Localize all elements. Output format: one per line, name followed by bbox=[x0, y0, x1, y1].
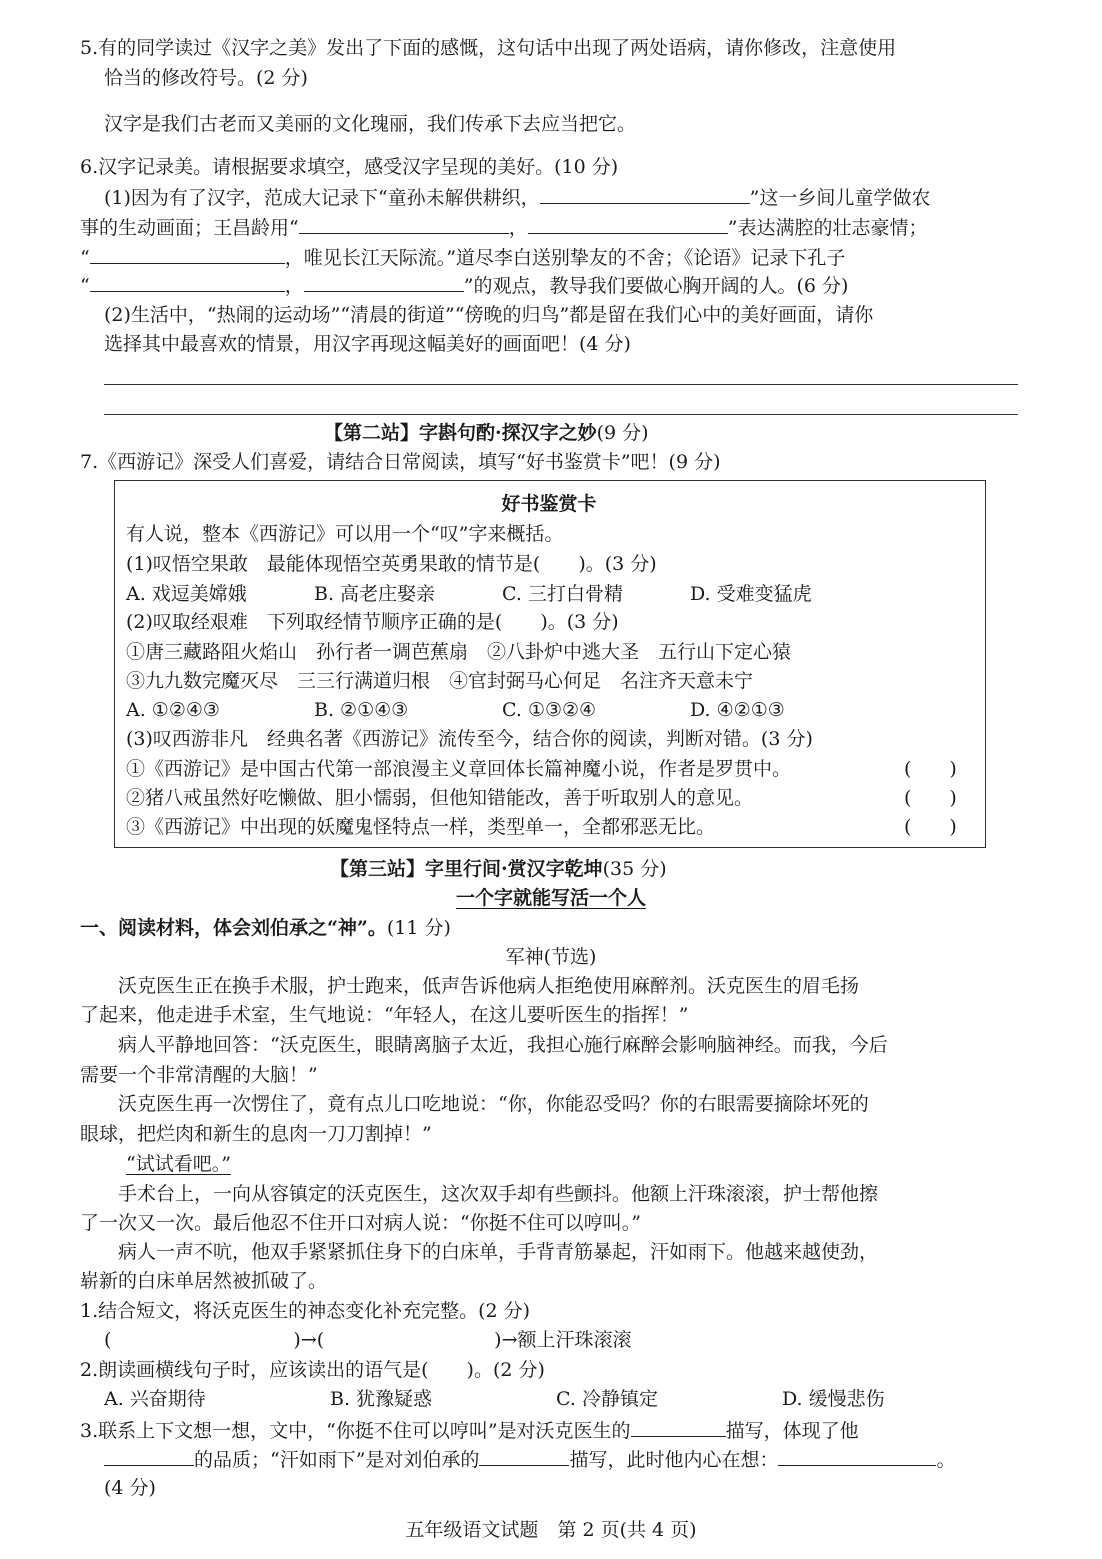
q3-text-c: 的品质；“汗如雨下”是对刘伯承的 bbox=[194, 1449, 480, 1471]
judge-3-paren[interactable]: ( ) bbox=[904, 816, 957, 838]
station3-subtitle: 一个字就能写活一个人 bbox=[455, 887, 646, 909]
card-s2: (2)叹取经艰难 下列取经情节顺序正确的是( )。(3 分) bbox=[126, 611, 619, 633]
q6-p4-text-b: ， bbox=[284, 275, 304, 297]
s2-list2: ③九九数完魔灭尽 三三行满道归根 ④官封弼马心何足 名注齐天意未宁 bbox=[126, 670, 754, 692]
q6-p1-text-b: ”这一乡间儿童学做农 bbox=[749, 187, 931, 209]
q6-p2-text-b: ， bbox=[508, 217, 528, 239]
page-footer: 五年级语文试题 第 2 页(共 4 页) bbox=[405, 1519, 697, 1541]
part1-q3-line1 bbox=[80, 1416, 859, 1445]
q7-line: 7.《西游记》深受人们喜爱，请结合日常阅读，填写“好书鉴赏卡”吧！(9 分) bbox=[80, 451, 721, 473]
q1-open-paren: ( bbox=[104, 1329, 112, 1351]
part1-q2: 2.朗读画横线句子时，应该读出的语气是( )。(2 分) bbox=[80, 1359, 545, 1381]
s2-option-b[interactable]: B. ②①④③ bbox=[314, 699, 409, 721]
q6-p2-text-c: ”表达满腔的壮志豪情； bbox=[727, 217, 928, 239]
q6-p6: 选择其中最喜欢的情景，用汉字再现这幅美好的画面吧！(4 分) bbox=[104, 333, 631, 355]
article-line: 崭新的白床单居然被抓破了。 bbox=[80, 1270, 328, 1292]
fill-blank[interactable] bbox=[304, 271, 464, 292]
q1-end-text: )→额上汗珠滚滚 bbox=[494, 1329, 632, 1351]
judge-1-paren[interactable]: ( ) bbox=[904, 758, 957, 780]
q3-text-b: 描写，体现了他 bbox=[725, 1420, 859, 1442]
q6-p1 bbox=[104, 183, 930, 212]
judge-2: ②猪八戒虽然好吃懒做、胆小懦弱，但他知错能改，善于听取别人的意见。 bbox=[126, 787, 754, 809]
q6-p4-text-c: ”的观点，教导我们要做心胸开阔的人。(6 分) bbox=[463, 275, 849, 297]
q1-arrow-paren: )→( bbox=[293, 1329, 325, 1351]
article-line: 了一次又一次。最后他忍不住开口对病人说：“你挺不住可以哼叫。” bbox=[80, 1212, 641, 1234]
station3-heading bbox=[330, 855, 667, 883]
q3-score: (4 分) bbox=[104, 1477, 156, 1499]
s1-option-a[interactable]: A. 戏逗美嫦娥 bbox=[126, 583, 247, 605]
article-line: 手术台上，一向从容镇定的沃克医生，这次双手却有些颤抖。他额上汗珠滚滚，护士帮他擦 bbox=[80, 1183, 879, 1205]
q5-line1: 5.有的同学读过《汉字之美》发出了下面的感慨，这句话中出现了两处语病，请你修改，注意使用 bbox=[80, 37, 897, 59]
q6-p5: (2)生活中，“热闹的运动场”“清晨的街道”“傍晚的归鸟”都是留在我们心中的美好画面，请你 bbox=[104, 304, 874, 326]
q6-p3 bbox=[80, 243, 845, 272]
q6-p4-text-a: “ bbox=[80, 275, 90, 297]
q6-p3-text-a: “ bbox=[80, 247, 90, 269]
station2-title: 【第二站】字斟句酌·探汉字之妙 bbox=[324, 422, 597, 444]
judge-1: ①《西游记》是中国古代第一部浪漫主义章回体长篇神魔小说，作者是罗贯中。 bbox=[126, 758, 792, 780]
q5-sentence: 汉字是我们古老而又美丽的文化瑰丽，我们传承下去应当把它。 bbox=[104, 113, 637, 135]
article-line: 需要一个非常清醒的大脑！” bbox=[80, 1064, 318, 1086]
fill-blank[interactable] bbox=[90, 243, 285, 264]
fill-blank[interactable] bbox=[540, 183, 750, 204]
station2-heading bbox=[324, 419, 649, 447]
s1-option-c[interactable]: C. 三打白骨精 bbox=[502, 583, 623, 605]
card-s1: (1)叹悟空果敢 最能体现悟空英勇果敢的情节是( )。(3 分) bbox=[126, 553, 657, 575]
q3-text-d: 描写，此时他内心在想： bbox=[569, 1449, 779, 1471]
station3-score: (35 分) bbox=[602, 858, 667, 880]
article-title: 军神(节选) bbox=[505, 946, 597, 968]
underlined-sentence-text: “试试看吧。” bbox=[126, 1153, 231, 1175]
card-intro: 有人说，整本《西游记》可以用一个“叹”字来概括。 bbox=[126, 523, 564, 545]
q2-option-a[interactable]: A. 兴奋期待 bbox=[104, 1388, 206, 1410]
q6-p3-text-b: ，唯见长江天际流。”道尽李白送别挚友的不舍；《论语》记录下孔子 bbox=[284, 247, 846, 269]
q3-text-e: 。 bbox=[936, 1449, 956, 1471]
judge-3: ③《西游记》中出现的妖魔鬼怪特点一样，类型单一，全都邪恶无比。 bbox=[126, 816, 716, 838]
fill-blank[interactable] bbox=[90, 271, 285, 292]
q2-option-c[interactable]: C. 冷静镇定 bbox=[556, 1388, 658, 1410]
s2-list1: ①唐三藏路阻火焰山 孙行者一调芭蕉扇 ②八卦炉中逃大圣 五行山下定心猿 bbox=[126, 641, 792, 663]
s2-option-a[interactable]: A. ①②④③ bbox=[126, 699, 220, 721]
card-s3: (3)叹西游非凡 经典名著《西游记》流传至今，结合你的阅读，判断对错。(3 分) bbox=[126, 728, 813, 750]
q6-line1: 6.汉字记录美。请根据要求填空，感受汉字呈现的美好。(10 分) bbox=[80, 156, 619, 178]
s1-option-b[interactable]: B. 高老庄娶亲 bbox=[314, 583, 436, 605]
fill-blank[interactable] bbox=[104, 1445, 194, 1466]
underlined-sentence bbox=[126, 1150, 231, 1178]
answer-line[interactable] bbox=[104, 414, 1018, 415]
article-line: 了起来，他走进手术室，生气地说：“年轻人，在这儿要听医生的指挥！” bbox=[80, 1004, 689, 1026]
part1-q3-line2 bbox=[104, 1445, 955, 1474]
q2-option-d[interactable]: D. 缓慢悲伤 bbox=[782, 1388, 885, 1410]
article-line: 沃克医生正在换手术服，护士跑来，低声告诉他病人拒绝使用麻醉剂。沃克医生的眉毛扬 bbox=[80, 975, 860, 997]
article-line: 眼球，把烂肉和新生的息肉一刀刀割掉！” bbox=[80, 1123, 432, 1145]
part1-score: (11 分) bbox=[386, 917, 451, 939]
fill-blank[interactable] bbox=[479, 1445, 569, 1466]
q6-p2-text-a: 事的生动画面；王昌龄用“ bbox=[80, 217, 299, 239]
judge-2-paren[interactable]: ( ) bbox=[904, 787, 957, 809]
part1-heading-text: 一、阅读材料，体会刘伯承之“神”。 bbox=[80, 917, 387, 939]
q6-p4 bbox=[80, 271, 848, 300]
part1-q1: 1.结合短文，将沃克医生的神态变化补充完整。(2 分) bbox=[80, 1300, 531, 1322]
fill-blank[interactable] bbox=[299, 213, 509, 234]
answer-line[interactable] bbox=[104, 384, 1018, 385]
q5-line2: 恰当的修改符号。(2 分) bbox=[104, 67, 308, 89]
station3-title: 【第三站】字里行间·赏汉字乾坤 bbox=[330, 858, 603, 880]
q3-text-a: 3.联系上下文想一想，文中，“你挺不住可以哼叫”是对沃克医生的 bbox=[80, 1420, 631, 1442]
article-line: 病人一声不吭，他双手紧紧抓住身下的白床单，手背青筋暴起，汗如雨下。他越来越使劲， bbox=[80, 1241, 879, 1263]
card-title: 好书鉴赏卡 bbox=[501, 493, 597, 515]
q2-option-b[interactable]: B. 犹豫疑惑 bbox=[330, 1388, 433, 1410]
q6-p2 bbox=[80, 213, 927, 242]
fill-blank[interactable] bbox=[528, 213, 728, 234]
article-line: 病人平静地回答：“沃克医生，眼睛离脑子太近，我担心施行麻醉会影响脑神经。而我，今后 bbox=[80, 1034, 888, 1056]
s1-option-d[interactable]: D. 受难变猛虎 bbox=[690, 583, 812, 605]
part1-q1-chain bbox=[104, 1326, 632, 1354]
fill-blank[interactable] bbox=[778, 1445, 936, 1466]
part1-heading bbox=[80, 914, 451, 942]
q6-p1-text-a: (1)因为有了汉字，范成大记录下“童孙未解供耕织， bbox=[104, 187, 540, 209]
s2-option-c[interactable]: C. ①③②④ bbox=[502, 699, 597, 721]
s2-option-d[interactable]: D. ④②①③ bbox=[690, 699, 785, 721]
article-line: 沃克医生再一次愣住了，竟有点儿口吃地说：“你，你能忍受吗？你的右眼需要摘除坏死的 bbox=[80, 1093, 869, 1115]
fill-blank[interactable] bbox=[631, 1416, 726, 1437]
station2-score: (9 分) bbox=[596, 422, 649, 444]
